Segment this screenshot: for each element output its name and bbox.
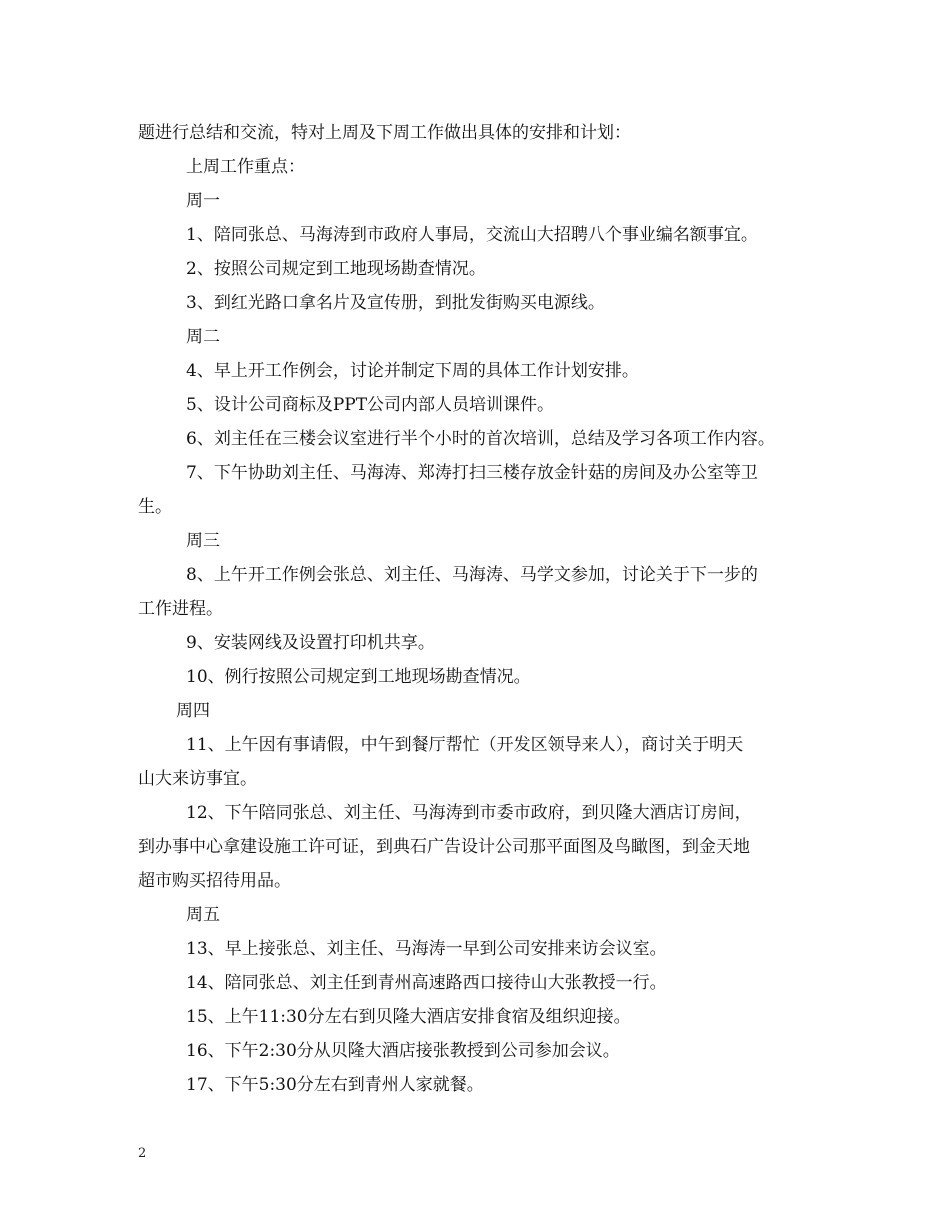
text-line: 上周工作重点： [186,157,305,177]
text-line: 2、按照公司规定到工地现场勘查情况。 [186,259,486,279]
text-line: 周四 [176,701,210,721]
text-line: 工作进程。 [138,599,223,619]
text-line: 4、早上开工作例会，讨论并制定下周的具体工作计划安排。 [186,361,639,381]
text-line: 1、陪同张总、马海涛到市政府人事局，交流山大招聘八个事业编名额事宜。 [186,225,758,245]
text-line: 周三 [186,531,220,551]
text-line: 10、例行按照公司规定到工地现场勘查情况。 [186,667,531,687]
text-line: 16、下午2:30分从贝隆大酒店接张教授到公司参加会议。 [186,1041,620,1061]
text-line: 周五 [186,905,220,925]
text-line: 12、下午陪同张总、刘主任、马海涛到市委市政府，到贝隆大酒店订房间， [186,803,752,823]
text-line: 9、安装网线及设置打印机共享。 [186,633,435,653]
text-line: 7、下午协助刘主任、马海涛、郑涛打扫三楼存放金针菇的房间及办公室等卫 [186,463,758,483]
text-line: 山大来访事宜。 [138,769,257,789]
text-line: 到办事中心拿建设施工许可证，到典石广告设计公司那平面图及鸟瞰图，到金天地 [138,837,750,857]
page-number: 2 [138,1146,147,1161]
text-line: 6、刘主任在三楼会议室进行半个小时的首次培训，总结及学习各项工作内容。 [186,429,775,449]
text-line: 3、到红光路口拿名片及宣传册，到批发街购买电源线。 [186,293,605,313]
text-line: 超市购买招待用品。 [138,871,291,891]
text-line: 8、上午开工作例会张总、刘主任、马海涛、马学文参加，讨论关于下一步的 [186,565,758,585]
text-line: 生。 [138,497,172,517]
text-line: 11、上午因有事请假，中午到餐厅帮忙（开发区领导来人），商讨关于明天 [186,735,744,755]
text-line: 17、下午5:30分左右到青州人家就餐。 [186,1075,484,1095]
text-line: 周二 [186,327,220,347]
text-line: 周一 [186,191,220,211]
text-line: 5、设计公司商标及PPT公司内部人员培训课件。 [186,395,555,415]
text-line: 13、早上接张总、刘主任、马海涛一早到公司安排来访会议室。 [186,939,667,959]
document-body [138,116,818,1102]
text-line: 14、陪同张总、刘主任到青州高速路西口接待山大张教授一行。 [186,973,667,993]
text-line: 题进行总结和交流，特对上周及下周工作做出具体的安排和计划： [138,123,631,143]
text-line: 15、上午11:30分左右到贝隆大酒店安排食宿及组织迎接。 [186,1007,631,1027]
